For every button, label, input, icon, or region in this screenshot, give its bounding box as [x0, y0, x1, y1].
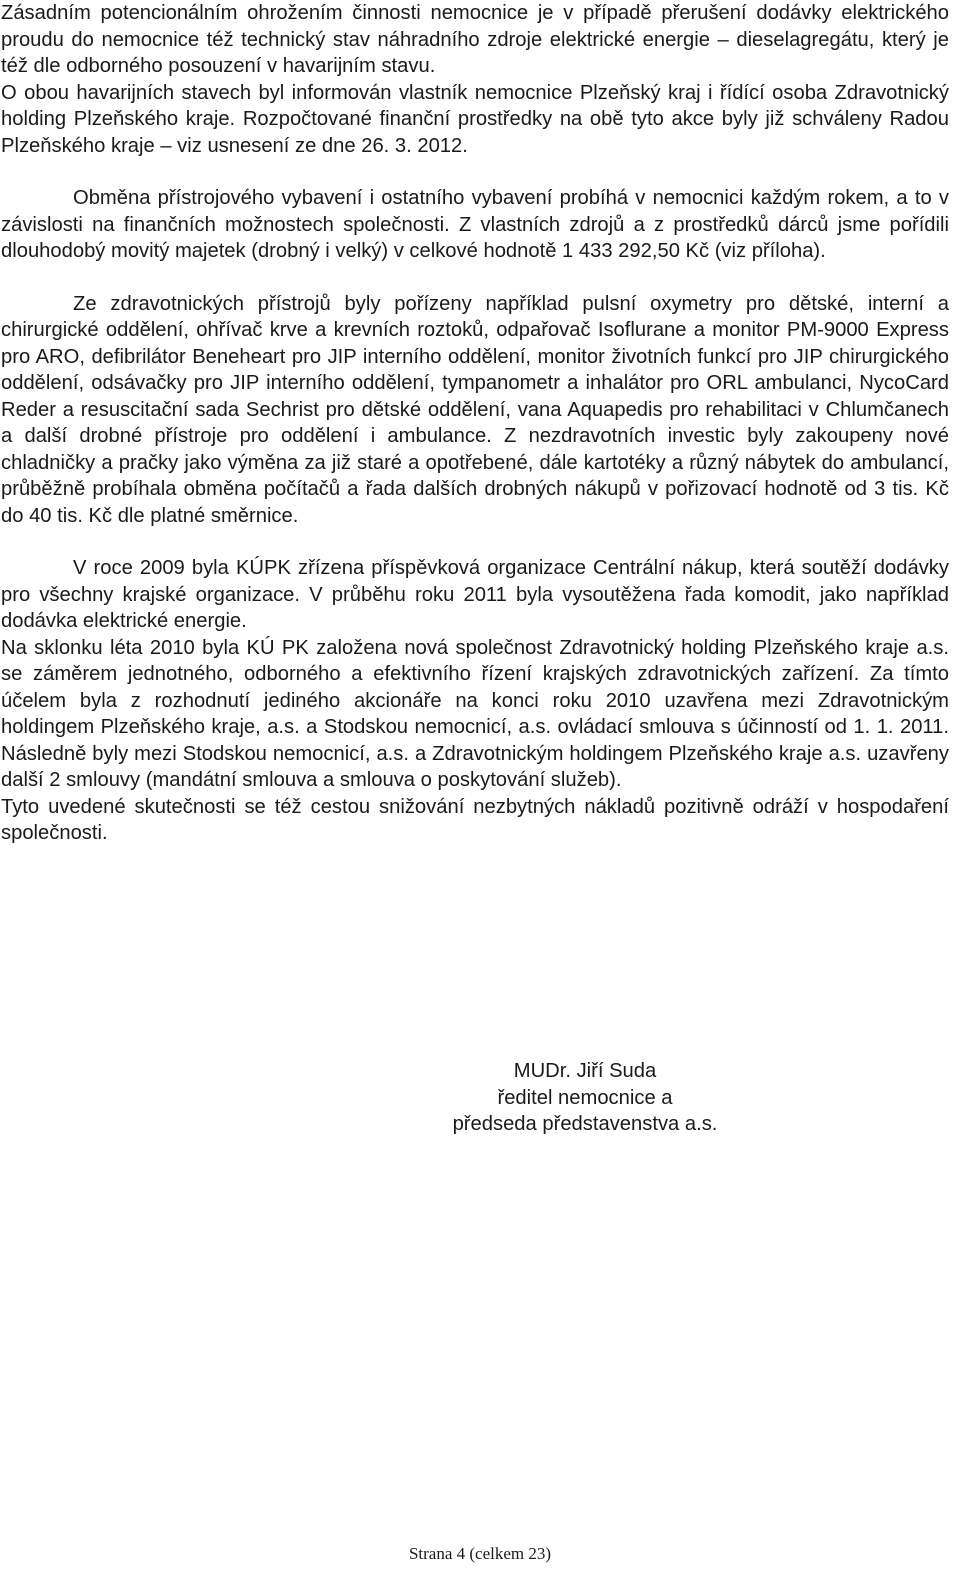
page-number-footer: Strana 4 (celkem 23) [408, 1544, 552, 1563]
paragraph-equipment-renewal: Obměna přístrojového vybavení i ostatního vybavení probíhá v nemocnici každým rokem, a to v závislosti na finančních možnostech společnosti. Z vlastních zdrojů a z prostředků dárců jsme pořídili dlouhodobý movitý majetek (drobný i velký) v celkové hodnotě 1 433 292,50 Kč (viz příloha). [1, 187, 949, 262]
signatory-title-line1: ředitel nemocnice a [497, 1086, 673, 1109]
paragraph-cost-reduction: Tyto uvedené skutečnosti se též cestou snižování nezbytných nákladů pozitivně odráží v hospodaření společnosti. [1, 795, 949, 844]
paragraph-owner-informed: O obou havarijních stavech byl informován vlastník nemocnice Plzeňský kraj i řídící osoba Zdravotnický holding Plzeňského kraje. Rozpočtované finanční prostředky na obě tyto akce byly již schváleny Radou Plzeňského kraje – viz usnesení ze dne 26. 3. 2012. [1, 81, 949, 157]
paragraph-power-supply-risk: Zásadním potencionálním ohrožením činnosti nemocnice je v případě přerušení dodávky elektrického proudu do nemocnice též technický stav náhradního zdroje elektrické energie – dieselagregátu, který je též dle odborného posouzení v havarijním stavu. [1, 2, 949, 77]
paragraph-central-purchasing: V roce 2009 byla KÚPK zřízena příspěvková organizace Centrální nákup, která soutěží dodávky pro všechny krajské organizace. V průběhu roku 2011 byla vysoutěžena řada komodit, jako například dodávka elektrické energie. [1, 557, 949, 632]
paragraph-holding-company: Na sklonku léta 2010 byla KÚ PK založena nová společnost Zdravotnický holding Plzeňského kraje a.s. se záměrem jednotného, odborného a efektivního řízení krajských zdravotnických zařízení. Za tímto účelem byla z rozhodnutí jediného akcionáře na konci roku 2010 uzavřena mezi Zdravotnickým holdingem Plzeňského kraje, a.s. a Stodskou nemocnicí, a.s. ovládací smlouva s účinností od 1. 1. 2011. Následně byly mezi Stodskou nemocnicí, a.s. a Zdravotnickým holdingem Plzeňského kraje a.s. uzavřeny další 2 smlouvy (mandátní smlouva a smlouva o poskytování služeb). [1, 636, 949, 791]
paragraph-medical-devices: Ze zdravotnických přístrojů byly pořízeny například pulsní oxymetry pro dětské, interní a chirurgické oddělení, ohřívač krve a krevních roztoků, odpařovač Isoflurane a monitor PM-9000 Express pro ARO, defibrilátor Beneheart pro JIP interního oddělení, monitor životních funkcí pro JIP chirurgického oddělení, odsávačky pro JIP interního oddělení, tympanometr a inhalátor pro ORL ambulanci, NycoCard Reder a resuscitační sada Sechrist pro dětské oddělení, vana Aquapedis pro rehabilitaci v Chlumčanech a další drobné přístroje pro oddělení i ambulance. Z nezdravotních investic byly zakoupeny nové chladničky a pračky jako výměna za již staré a opotřebené, dále kartotéky a různý nábytek do ambulancí, průběžně probíhala obměna počítačů a řada dalších drobných nákupů v pořizovací hodnotě od 3 tis. Kč do 40 tis. Kč dle platné směrnice. [1, 292, 949, 527]
signature-block [400, 1058, 770, 1138]
signatory-name: MUDr. Jiří Suda [513, 1060, 657, 1082]
document-body [1, 0, 949, 847]
signatory-title-line2: předseda představenstva a.s. [452, 1113, 718, 1135]
